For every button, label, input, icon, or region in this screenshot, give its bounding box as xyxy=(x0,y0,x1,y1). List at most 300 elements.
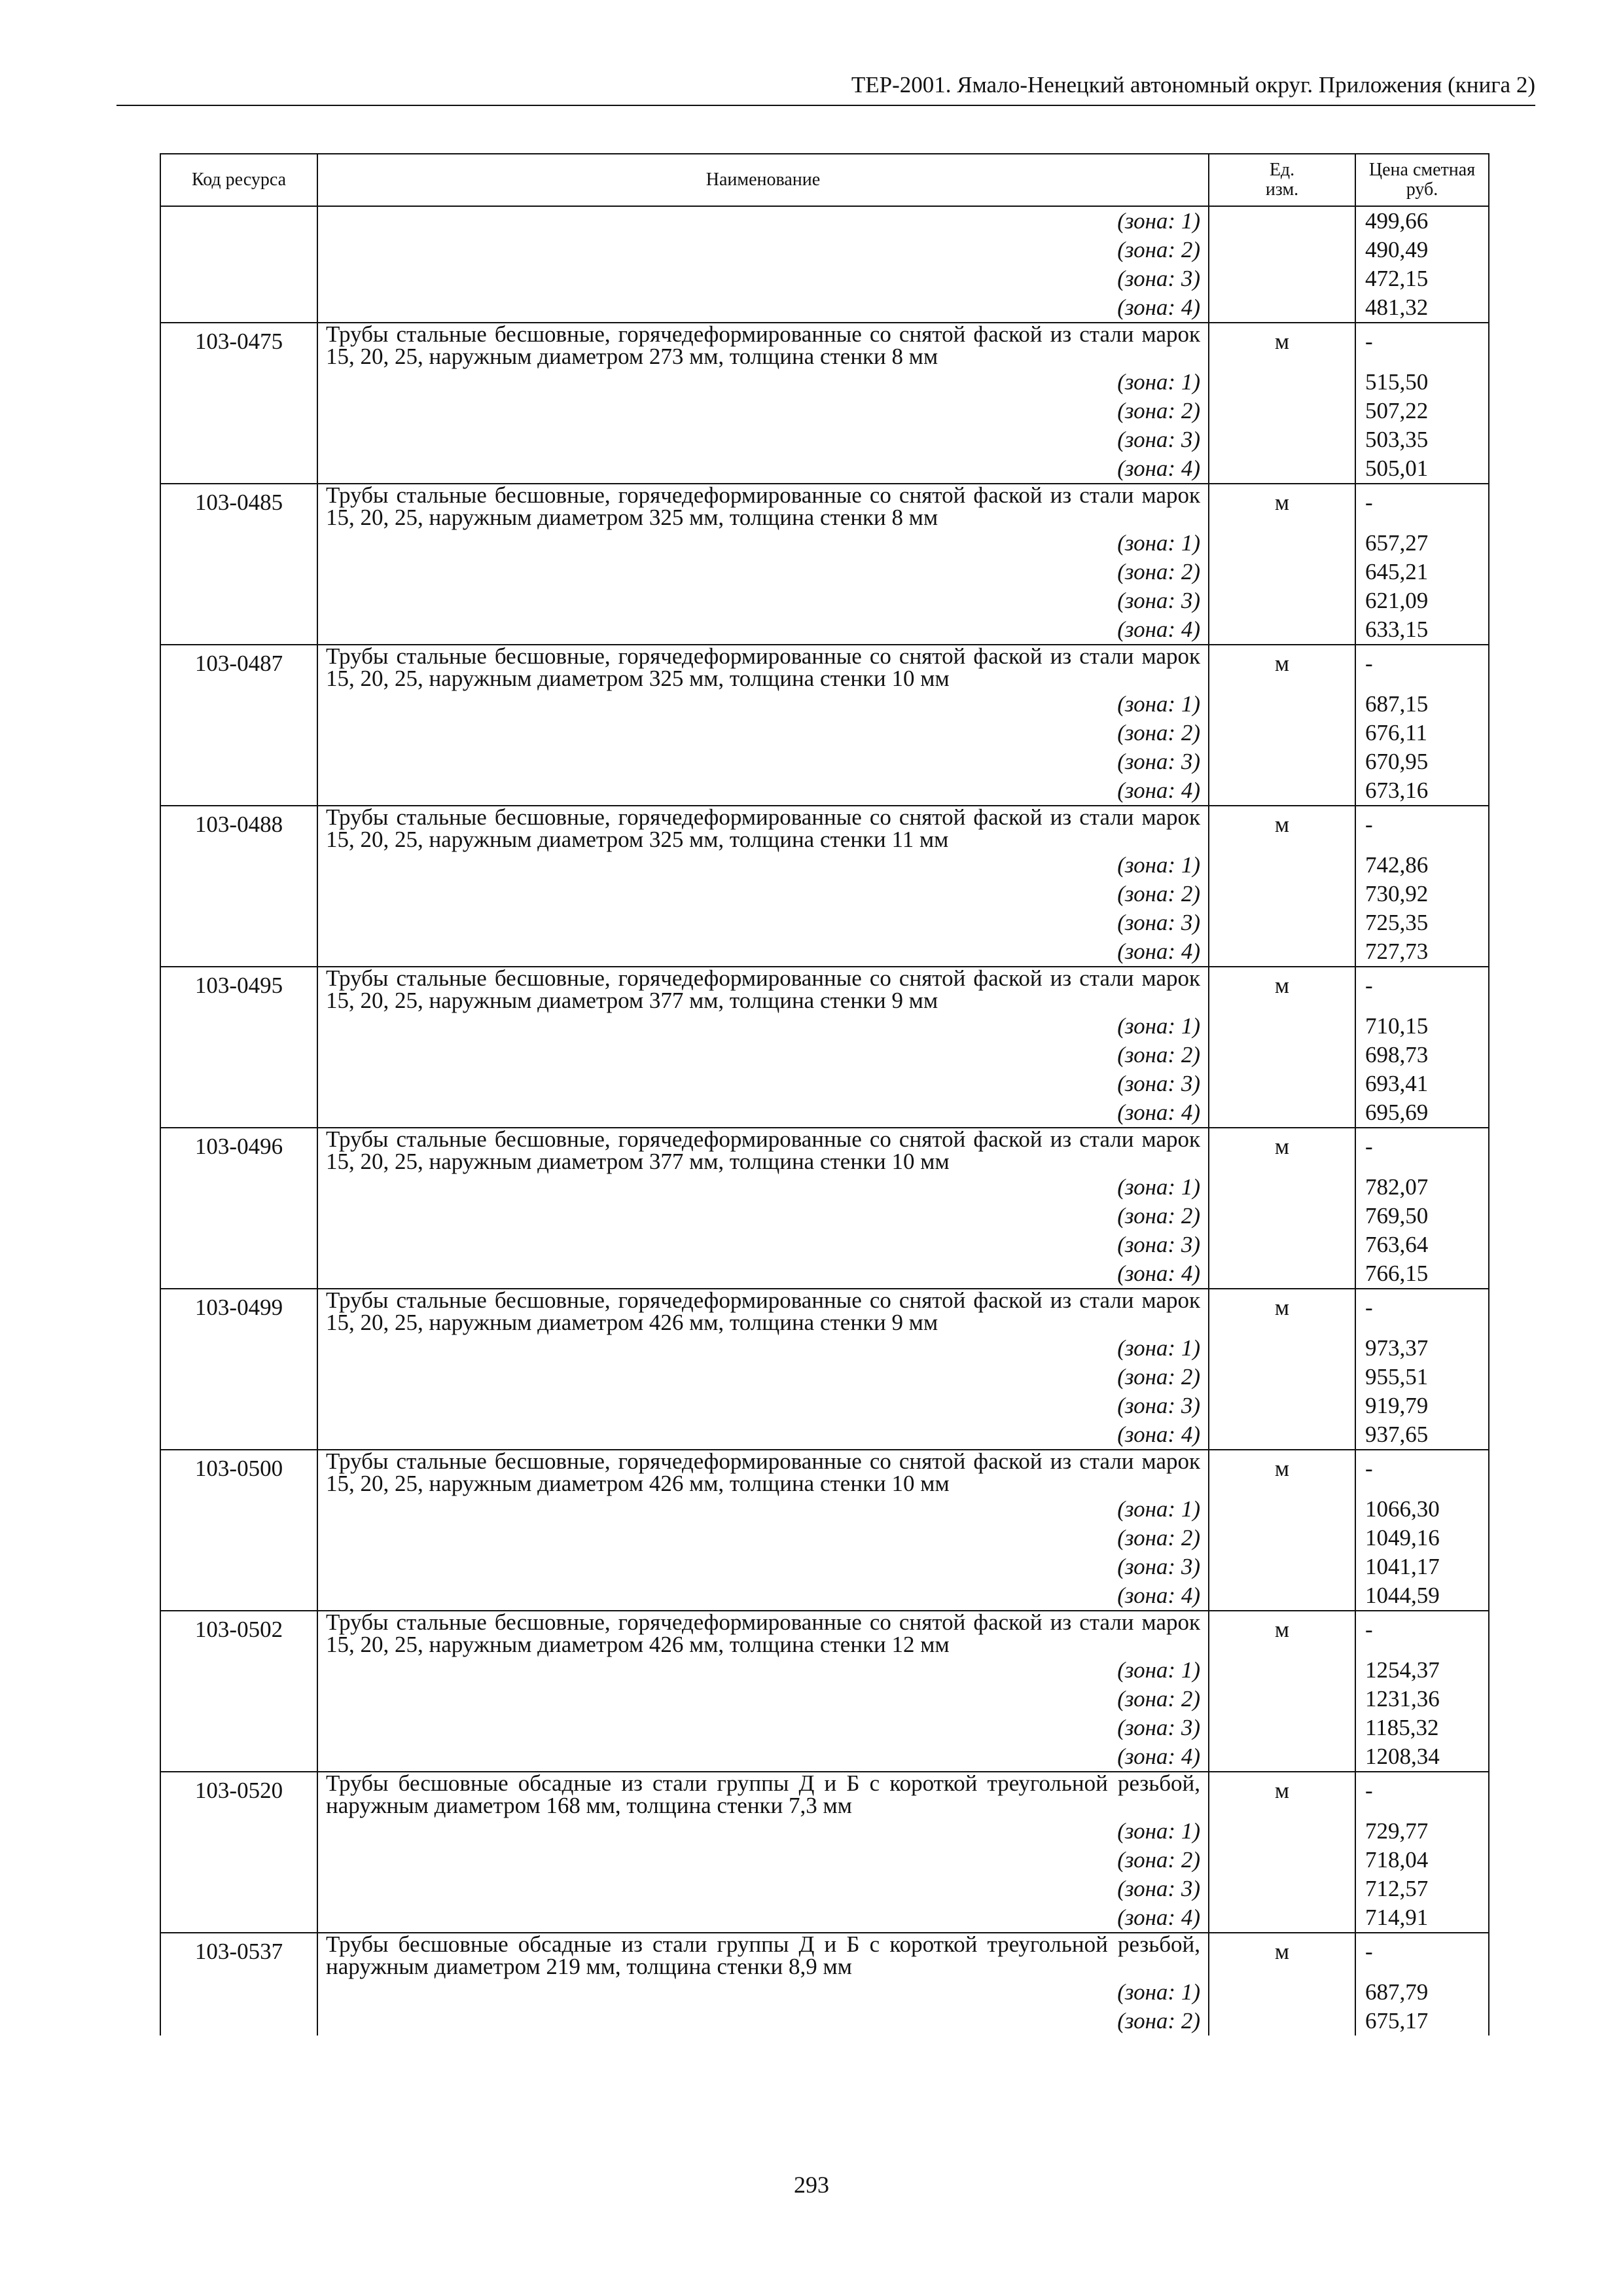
code-cell xyxy=(160,206,317,236)
resource-name: Трубы стальные бесшовные, горячедеформированные со снятой фаской из стали марок 15, 20, 25, наружным диаметром 325 мм, толщина стенки 10 мм xyxy=(317,645,1209,690)
resource-name: Трубы бесшовные обсадные из стали группы Д и Б с короткой треугольной резьбой, наружным диаметром 168 мм, толщина стенки 7,3 мм xyxy=(317,1772,1209,1817)
zone-label: (зона: 3) xyxy=(317,586,1209,615)
unit-cell xyxy=(1209,719,1355,747)
zone-price: 507,22 xyxy=(1355,397,1489,425)
resource-code: 103-0495 xyxy=(160,967,317,1012)
code-cell xyxy=(160,1903,317,1933)
unit-cell xyxy=(1209,1581,1355,1611)
zone-row xyxy=(160,776,1489,806)
code-cell xyxy=(160,690,317,719)
zone-row xyxy=(160,1202,1489,1230)
unit-cell xyxy=(1209,690,1355,719)
zone-price: 973,37 xyxy=(1355,1334,1489,1363)
resource-code: 103-0475 xyxy=(160,323,317,368)
zone-label: (зона: 3) xyxy=(317,1552,1209,1581)
code-cell xyxy=(160,2007,317,2036)
code-cell xyxy=(160,1173,317,1202)
column-header-code: Код ресурса xyxy=(160,154,317,206)
zone-price: 766,15 xyxy=(1355,1259,1489,1289)
zone-label: (зона: 4) xyxy=(317,293,1209,323)
code-cell xyxy=(160,747,317,776)
unit-cell xyxy=(1209,558,1355,586)
resource-code: 103-0487 xyxy=(160,645,317,690)
resource-price: - xyxy=(1355,967,1489,1012)
zone-label: (зона: 4) xyxy=(317,776,1209,806)
unit-cell xyxy=(1209,776,1355,806)
zone-price: 1185,32 xyxy=(1355,1713,1489,1742)
zone-row xyxy=(160,558,1489,586)
zone-label: (зона: 4) xyxy=(317,454,1209,484)
resource-price: - xyxy=(1355,1611,1489,1656)
zone-label: (зона: 2) xyxy=(317,1041,1209,1069)
resource-unit: м xyxy=(1209,1611,1355,1656)
zone-label: (зона: 4) xyxy=(317,1259,1209,1289)
column-header-unit xyxy=(1209,154,1355,206)
code-cell xyxy=(160,1817,317,1846)
zone-label: (зона: 1) xyxy=(317,1495,1209,1524)
unit-cell xyxy=(1209,1874,1355,1903)
resource-unit: м xyxy=(1209,967,1355,1012)
zone-price: 1231,36 xyxy=(1355,1685,1489,1713)
code-cell xyxy=(160,1069,317,1098)
zone-label: (зона: 4) xyxy=(317,1098,1209,1128)
resource-unit: м xyxy=(1209,323,1355,368)
unit-cell xyxy=(1209,747,1355,776)
zone-row xyxy=(160,1978,1489,2007)
unit-cell xyxy=(1209,1098,1355,1128)
resource-code: 103-0502 xyxy=(160,1611,317,1656)
zone-price: 670,95 xyxy=(1355,747,1489,776)
code-cell xyxy=(160,425,317,454)
zone-price: 687,15 xyxy=(1355,690,1489,719)
resource-name: Трубы бесшовные обсадные из стали группы Д и Б с короткой треугольной резьбой, наружным диаметром 219 мм, толщина стенки 8,9 мм xyxy=(317,1933,1209,1978)
resource-name: Трубы стальные бесшовные, горячедеформированные со снятой фаской из стали марок 15, 20, 25, наружным диаметром 325 мм, толщина стенки 11 мм xyxy=(317,806,1209,851)
unit-cell xyxy=(1209,1230,1355,1259)
resource-unit: м xyxy=(1209,1933,1355,1978)
zone-row xyxy=(160,1230,1489,1259)
zone-row xyxy=(160,368,1489,397)
unit-cell xyxy=(1209,529,1355,558)
zone-label: (зона: 3) xyxy=(317,1874,1209,1903)
zone-label: (зона: 1) xyxy=(317,1817,1209,1846)
zone-row xyxy=(160,1363,1489,1391)
resource-code: 103-0499 xyxy=(160,1289,317,1334)
zone-price: 1208,34 xyxy=(1355,1742,1489,1772)
resource-name: Трубы стальные бесшовные, горячедеформированные со снятой фаской из стали марок 15, 20, 25, наружным диаметром 426 мм, толщина стенки 9 мм xyxy=(317,1289,1209,1334)
resource-price: - xyxy=(1355,645,1489,690)
header-rule xyxy=(116,105,1535,106)
zone-label: (зона: 1) xyxy=(317,1334,1209,1363)
zone-row xyxy=(160,1259,1489,1289)
table-row xyxy=(160,323,1489,368)
zone-price: 729,77 xyxy=(1355,1817,1489,1846)
zone-price: 499,66 xyxy=(1355,206,1489,236)
zone-row xyxy=(160,937,1489,967)
zone-label: (зона: 3) xyxy=(317,1230,1209,1259)
table-row xyxy=(160,1128,1489,1173)
code-cell xyxy=(160,1581,317,1611)
unit-cell xyxy=(1209,1903,1355,1933)
zone-price: 955,51 xyxy=(1355,1363,1489,1391)
zone-label: (зона: 4) xyxy=(317,615,1209,645)
zone-row xyxy=(160,1098,1489,1128)
unit-cell xyxy=(1209,1041,1355,1069)
resource-unit: м xyxy=(1209,1128,1355,1173)
price-table xyxy=(160,153,1489,2036)
resource-price: - xyxy=(1355,1933,1489,1978)
zone-price: 693,41 xyxy=(1355,1069,1489,1098)
page-header-title: ТЕР-2001. Ямало-Ненецкий автономный округ. Приложения (книга 2) xyxy=(851,72,1535,98)
unit-cell xyxy=(1209,1420,1355,1450)
code-cell xyxy=(160,1012,317,1041)
code-cell xyxy=(160,397,317,425)
code-cell xyxy=(160,1363,317,1391)
zone-price: 742,86 xyxy=(1355,851,1489,880)
resource-price: - xyxy=(1355,806,1489,851)
zone-label: (зона: 1) xyxy=(317,1173,1209,1202)
resource-name: Трубы стальные бесшовные, горячедеформированные со снятой фаской из стали марок 15, 20, 25, наружным диаметром 377 мм, толщина стенки 10 мм xyxy=(317,1128,1209,1173)
code-cell xyxy=(160,1874,317,1903)
unit-cell xyxy=(1209,1069,1355,1098)
unit-cell xyxy=(1209,615,1355,645)
zone-label: (зона: 2) xyxy=(317,719,1209,747)
code-cell xyxy=(160,586,317,615)
zone-label: (зона: 3) xyxy=(317,1713,1209,1742)
column-header-unit-line2: изм. xyxy=(1265,179,1299,200)
code-cell xyxy=(160,454,317,484)
zone-price: 1066,30 xyxy=(1355,1495,1489,1524)
zone-label: (зона: 2) xyxy=(317,1524,1209,1552)
zone-price: 687,79 xyxy=(1355,1978,1489,2007)
zone-row xyxy=(160,1420,1489,1450)
zone-row xyxy=(160,397,1489,425)
unit-cell xyxy=(1209,1363,1355,1391)
column-header-price-line1: Цена сметная xyxy=(1368,160,1476,180)
zone-price: 503,35 xyxy=(1355,425,1489,454)
zone-label: (зона: 3) xyxy=(317,1391,1209,1420)
table-row xyxy=(160,1772,1489,1817)
zone-row xyxy=(160,529,1489,558)
table-row xyxy=(160,484,1489,529)
zone-row xyxy=(160,1524,1489,1552)
zone-label: (зона: 3) xyxy=(317,1069,1209,1098)
code-cell xyxy=(160,1259,317,1289)
zone-label: (зона: 4) xyxy=(317,1581,1209,1611)
zone-price: 481,32 xyxy=(1355,293,1489,323)
code-cell xyxy=(160,615,317,645)
code-cell xyxy=(160,236,317,264)
code-cell xyxy=(160,937,317,967)
resource-name: Трубы стальные бесшовные, горячедеформированные со снятой фаской из стали марок 15, 20, 25, наружным диаметром 377 мм, толщина стенки 9 мм xyxy=(317,967,1209,1012)
zone-label: (зона: 2) xyxy=(317,1846,1209,1874)
zone-label: (зона: 2) xyxy=(317,1202,1209,1230)
column-header-price-line2: руб. xyxy=(1406,179,1438,200)
table-header-row xyxy=(160,154,1489,206)
resource-name: Трубы стальные бесшовные, горячедеформированные со снятой фаской из стали марок 15, 20, 25, наружным диаметром 426 мм, толщина стенки 10 мм xyxy=(317,1450,1209,1495)
zone-label: (зона: 2) xyxy=(317,397,1209,425)
zone-price: 490,49 xyxy=(1355,236,1489,264)
zone-row xyxy=(160,1846,1489,1874)
unit-cell xyxy=(1209,1259,1355,1289)
zone-price: 730,92 xyxy=(1355,880,1489,908)
zone-label: (зона: 2) xyxy=(317,880,1209,908)
zone-price: 718,04 xyxy=(1355,1846,1489,1874)
unit-cell xyxy=(1209,1713,1355,1742)
zone-row xyxy=(160,1069,1489,1098)
zone-row xyxy=(160,454,1489,484)
unit-cell xyxy=(1209,1685,1355,1713)
code-cell xyxy=(160,1846,317,1874)
code-cell xyxy=(160,1098,317,1128)
resource-name: Трубы стальные бесшовные, горячедеформированные со снятой фаской из стали марок 15, 20, 25, наружным диаметром 426 мм, толщина стенки 12 мм xyxy=(317,1611,1209,1656)
zone-label: (зона: 2) xyxy=(317,558,1209,586)
zone-price: 725,35 xyxy=(1355,908,1489,937)
zone-price: 675,17 xyxy=(1355,2007,1489,2036)
zone-row xyxy=(160,1012,1489,1041)
code-cell xyxy=(160,1742,317,1772)
resource-unit: м xyxy=(1209,1772,1355,1817)
unit-cell xyxy=(1209,264,1355,293)
column-header-unit-line1: Ед. xyxy=(1269,160,1295,180)
unit-cell xyxy=(1209,851,1355,880)
zone-price: 515,50 xyxy=(1355,368,1489,397)
unit-cell xyxy=(1209,908,1355,937)
zone-price: 710,15 xyxy=(1355,1012,1489,1041)
code-cell xyxy=(160,719,317,747)
code-cell xyxy=(160,1334,317,1363)
table-row xyxy=(160,1289,1489,1334)
table-row xyxy=(160,645,1489,690)
zone-label: (зона: 1) xyxy=(317,1656,1209,1685)
code-cell xyxy=(160,776,317,806)
code-cell xyxy=(160,1230,317,1259)
code-cell xyxy=(160,880,317,908)
zone-label: (зона: 2) xyxy=(317,2007,1209,2036)
zone-row xyxy=(160,851,1489,880)
code-cell xyxy=(160,1713,317,1742)
unit-cell xyxy=(1209,425,1355,454)
unit-cell xyxy=(1209,1173,1355,1202)
zone-price: 712,57 xyxy=(1355,1874,1489,1903)
zone-price: 698,73 xyxy=(1355,1041,1489,1069)
zone-price: 763,64 xyxy=(1355,1230,1489,1259)
code-cell xyxy=(160,529,317,558)
zone-label: (зона: 2) xyxy=(317,1363,1209,1391)
zone-row xyxy=(160,1713,1489,1742)
resource-code: 103-0488 xyxy=(160,806,317,851)
zone-row xyxy=(160,1685,1489,1713)
zone-row xyxy=(160,1903,1489,1933)
zone-label: (зона: 4) xyxy=(317,1742,1209,1772)
zone-row xyxy=(160,1173,1489,1202)
code-cell xyxy=(160,908,317,937)
code-cell xyxy=(160,558,317,586)
zone-row xyxy=(160,1656,1489,1685)
resource-code: 103-0500 xyxy=(160,1450,317,1495)
price-table-container xyxy=(160,153,1488,2036)
unit-cell xyxy=(1209,1524,1355,1552)
zone-row xyxy=(160,1817,1489,1846)
resource-price: - xyxy=(1355,1289,1489,1334)
code-cell xyxy=(160,1202,317,1230)
zone-price: 919,79 xyxy=(1355,1391,1489,1420)
column-header-name: Наименование xyxy=(317,154,1209,206)
unit-cell xyxy=(1209,586,1355,615)
zone-row xyxy=(160,747,1489,776)
resource-name: Трубы стальные бесшовные, горячедеформированные со снятой фаской из стали марок 15, 20, 25, наружным диаметром 325 мм, толщина стенки 8 мм xyxy=(317,484,1209,529)
zone-label: (зона: 2) xyxy=(317,1685,1209,1713)
code-cell xyxy=(160,1685,317,1713)
zone-price: 1041,17 xyxy=(1355,1552,1489,1581)
page-number: 293 xyxy=(794,2172,829,2198)
resource-code: 103-0485 xyxy=(160,484,317,529)
table-row xyxy=(160,1933,1489,1978)
table-row xyxy=(160,206,1489,236)
table-row xyxy=(160,1611,1489,1656)
table-row xyxy=(160,967,1489,1012)
resource-code: 103-0496 xyxy=(160,1128,317,1173)
unit-cell xyxy=(1209,206,1355,236)
zone-price: 472,15 xyxy=(1355,264,1489,293)
table-row xyxy=(160,1450,1489,1495)
resource-code: 103-0520 xyxy=(160,1772,317,1817)
resource-name: Трубы стальные бесшовные, горячедеформированные со снятой фаской из стали марок 15, 20, 25, наружным диаметром 273 мм, толщина стенки 8 мм xyxy=(317,323,1209,368)
zone-price: 645,21 xyxy=(1355,558,1489,586)
unit-cell xyxy=(1209,1656,1355,1685)
zone-label: (зона: 4) xyxy=(317,1903,1209,1933)
zone-price: 1049,16 xyxy=(1355,1524,1489,1552)
zone-row xyxy=(160,1581,1489,1611)
zone-row xyxy=(160,425,1489,454)
zone-label: (зона: 1) xyxy=(317,206,1209,236)
table-row xyxy=(160,293,1489,323)
zone-label: (зона: 1) xyxy=(317,690,1209,719)
zone-price: 1254,37 xyxy=(1355,1656,1489,1685)
zone-label: (зона: 4) xyxy=(317,937,1209,967)
code-cell xyxy=(160,368,317,397)
zone-price: 782,07 xyxy=(1355,1173,1489,1202)
resource-code: 103-0537 xyxy=(160,1933,317,1978)
zone-price: 714,91 xyxy=(1355,1903,1489,1933)
resource-unit: м xyxy=(1209,484,1355,529)
code-cell xyxy=(160,1978,317,2007)
zone-price: 769,50 xyxy=(1355,1202,1489,1230)
unit-cell xyxy=(1209,937,1355,967)
zone-row xyxy=(160,586,1489,615)
code-cell xyxy=(160,293,317,323)
zone-row xyxy=(160,1334,1489,1363)
zone-price: 621,09 xyxy=(1355,586,1489,615)
code-cell xyxy=(160,1041,317,1069)
zone-label: (зона: 3) xyxy=(317,425,1209,454)
zone-label: (зона: 1) xyxy=(317,368,1209,397)
zone-label: (зона: 2) xyxy=(317,236,1209,264)
zone-row xyxy=(160,615,1489,645)
zone-label: (зона: 3) xyxy=(317,747,1209,776)
code-cell xyxy=(160,1420,317,1450)
resource-price: - xyxy=(1355,1128,1489,1173)
code-cell xyxy=(160,1524,317,1552)
zone-price: 1044,59 xyxy=(1355,1581,1489,1611)
resource-price: - xyxy=(1355,323,1489,368)
resource-price: - xyxy=(1355,1450,1489,1495)
zone-row xyxy=(160,908,1489,937)
zone-label: (зона: 1) xyxy=(317,529,1209,558)
unit-cell xyxy=(1209,1495,1355,1524)
unit-cell xyxy=(1209,454,1355,484)
table-body xyxy=(160,206,1489,2036)
zone-price: 727,73 xyxy=(1355,937,1489,967)
column-header-price xyxy=(1355,154,1489,206)
zone-label: (зона: 3) xyxy=(317,264,1209,293)
unit-cell xyxy=(1209,1978,1355,2007)
unit-cell xyxy=(1209,397,1355,425)
resource-unit: м xyxy=(1209,1289,1355,1334)
zone-price: 633,15 xyxy=(1355,615,1489,645)
code-cell xyxy=(160,1552,317,1581)
zone-label: (зона: 1) xyxy=(317,851,1209,880)
resource-price: - xyxy=(1355,1772,1489,1817)
zone-row xyxy=(160,719,1489,747)
zone-row xyxy=(160,2007,1489,2036)
unit-cell xyxy=(1209,1742,1355,1772)
unit-cell xyxy=(1209,880,1355,908)
unit-cell xyxy=(1209,368,1355,397)
unit-cell xyxy=(1209,293,1355,323)
code-cell xyxy=(160,264,317,293)
zone-row xyxy=(160,1874,1489,1903)
resource-unit: м xyxy=(1209,806,1355,851)
zone-price: 673,16 xyxy=(1355,776,1489,806)
zone-row xyxy=(160,690,1489,719)
zone-row xyxy=(160,1495,1489,1524)
zone-price: 657,27 xyxy=(1355,529,1489,558)
code-cell xyxy=(160,1391,317,1420)
table-row xyxy=(160,806,1489,851)
zone-price: 695,69 xyxy=(1355,1098,1489,1128)
zone-price: 937,65 xyxy=(1355,1420,1489,1450)
unit-cell xyxy=(1209,2007,1355,2036)
zone-row xyxy=(160,1552,1489,1581)
unit-cell xyxy=(1209,236,1355,264)
unit-cell xyxy=(1209,1846,1355,1874)
resource-unit: м xyxy=(1209,645,1355,690)
zone-price: 676,11 xyxy=(1355,719,1489,747)
unit-cell xyxy=(1209,1012,1355,1041)
resource-price: - xyxy=(1355,484,1489,529)
code-cell xyxy=(160,851,317,880)
zone-row xyxy=(160,1742,1489,1772)
unit-cell xyxy=(1209,1391,1355,1420)
unit-cell xyxy=(1209,1202,1355,1230)
unit-cell xyxy=(1209,1552,1355,1581)
zone-row xyxy=(160,1041,1489,1069)
zone-row xyxy=(160,1391,1489,1420)
zone-label: (зона: 4) xyxy=(317,1420,1209,1450)
unit-cell xyxy=(1209,1334,1355,1363)
zone-label: (зона: 1) xyxy=(317,1012,1209,1041)
zone-label: (зона: 1) xyxy=(317,1978,1209,2007)
zone-row xyxy=(160,880,1489,908)
table-row xyxy=(160,236,1489,264)
unit-cell xyxy=(1209,1817,1355,1846)
table-row xyxy=(160,264,1489,293)
code-cell xyxy=(160,1656,317,1685)
zone-price: 505,01 xyxy=(1355,454,1489,484)
resource-unit: м xyxy=(1209,1450,1355,1495)
code-cell xyxy=(160,1495,317,1524)
zone-label: (зона: 3) xyxy=(317,908,1209,937)
